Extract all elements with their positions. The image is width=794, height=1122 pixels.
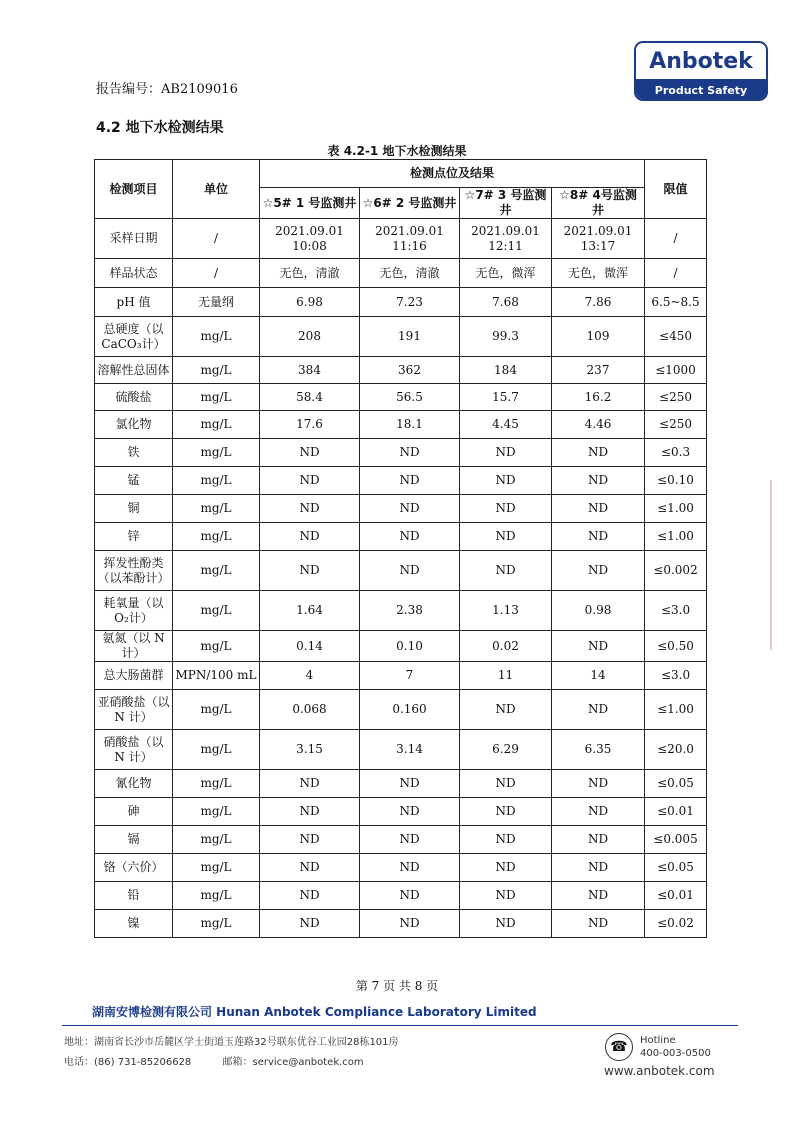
cell-limit: ≤1000 [645,357,707,384]
cell-limit: ≤3.0 [645,591,707,631]
cell-limit: / [645,219,707,259]
cell-point-2: ND [360,551,460,591]
cell-point-2: 0.160 [360,690,460,730]
cell-point-1: ND [260,770,360,798]
cell-point-2: 18.1 [360,411,460,439]
cell-point-4: ND [552,631,645,662]
cell-point-1: 2021.09.01 10:08 [260,219,360,259]
cell-point-1: ND [260,882,360,910]
cell-item: 铁 [95,439,173,467]
cell-point-2: 0.10 [360,631,460,662]
table-row [95,730,707,770]
table-row [95,384,707,411]
table-row [95,591,707,631]
table-row [95,411,707,439]
header-points-group: 检测点位及结果 [260,160,645,188]
cell-limit: ≤250 [645,384,707,411]
header-point-1: ☆5# 1 号监测井 [260,188,360,219]
cell-limit: ≤1.00 [645,523,707,551]
cell-point-1: 384 [260,357,360,384]
cell-point-3: ND [460,690,552,730]
cell-point-3: ND [460,910,552,938]
cell-item: 氰化物 [95,770,173,798]
cell-unit: mg/L [173,798,260,826]
cell-point-4: ND [552,523,645,551]
cell-point-3: ND [460,882,552,910]
cell-limit: ≤20.0 [645,730,707,770]
cell-item: pH 值 [95,288,173,317]
cell-limit: ≤0.01 [645,798,707,826]
table-row [95,357,707,384]
cell-point-3: 184 [460,357,552,384]
cell-limit: ≤0.05 [645,854,707,882]
table-body [95,219,707,938]
cell-point-2: 56.5 [360,384,460,411]
header-item: 检测项目 [95,160,173,219]
cell-limit: ≤0.01 [645,882,707,910]
cell-item: 锌 [95,523,173,551]
cell-point-2: 2.38 [360,591,460,631]
cell-point-3: 无色，微浑 [460,259,552,288]
table-row [95,826,707,854]
cell-limit: ≤0.50 [645,631,707,662]
cell-unit: mg/L [173,467,260,495]
cell-point-4: ND [552,770,645,798]
cell-limit: 6.5~8.5 [645,288,707,317]
cell-item: 锰 [95,467,173,495]
cell-limit: ≤0.05 [645,770,707,798]
cell-point-2: ND [360,495,460,523]
cell-point-1: 58.4 [260,384,360,411]
table-row [95,467,707,495]
cell-point-4: ND [552,690,645,730]
footer-divider [62,1025,738,1026]
cell-item: 总大肠菌群 [95,662,173,690]
cell-point-4: 4.46 [552,411,645,439]
cell-unit: mg/L [173,591,260,631]
cell-unit: mg/L [173,317,260,357]
cell-item: 镍 [95,910,173,938]
cell-point-4: ND [552,882,645,910]
table-row [95,631,707,662]
cell-point-2: ND [360,439,460,467]
cell-point-1: ND [260,439,360,467]
table-row [95,288,707,317]
logo-tagline: Product Safety [636,79,766,101]
cell-point-1: ND [260,910,360,938]
cell-limit: ≤0.005 [645,826,707,854]
cell-unit: mg/L [173,882,260,910]
cell-item: 耗氧量（以 O₂计） [95,591,173,631]
cell-point-3: ND [460,495,552,523]
table-row [95,551,707,591]
cell-unit: mg/L [173,770,260,798]
cell-item: 氯化物 [95,411,173,439]
cell-item: 硫酸盐 [95,384,173,411]
cell-point-3: ND [460,770,552,798]
table-row [95,662,707,690]
cell-limit: / [645,259,707,288]
cell-point-2: ND [360,523,460,551]
cell-point-4: 7.86 [552,288,645,317]
cell-point-1: ND [260,467,360,495]
cell-limit: ≤1.00 [645,690,707,730]
cell-point-4: ND [552,551,645,591]
cell-limit: ≤0.3 [645,439,707,467]
table-row [95,910,707,938]
cell-point-3: 99.3 [460,317,552,357]
cell-unit: MPN/100 mL [173,662,260,690]
phone-number: 电话：(86) 731-85206628 [64,1057,192,1068]
cell-point-1: ND [260,826,360,854]
email-address: 邮箱：service@anbotek.com [222,1057,364,1068]
cell-point-1: 4 [260,662,360,690]
cell-point-1: 0.14 [260,631,360,662]
cell-point-3: 4.45 [460,411,552,439]
cell-point-4: 6.35 [552,730,645,770]
header-point-3: ☆7# 3 号监测井 [460,188,552,219]
cell-unit: / [173,259,260,288]
cell-limit: ≤1.00 [645,495,707,523]
cell-point-3: 15.7 [460,384,552,411]
cell-item: 采样日期 [95,219,173,259]
cell-point-2: ND [360,467,460,495]
cell-point-1: 208 [260,317,360,357]
table-caption: 表 4.2-1 地下水检测结果 [327,144,467,158]
cell-unit: mg/L [173,551,260,591]
cell-point-3: ND [460,439,552,467]
company-name: 湖南安博检测有限公司 Hunan Anbotek Compliance Laboratory Limited [92,1005,537,1019]
cell-point-4: ND [552,467,645,495]
cell-point-4: ND [552,495,645,523]
cell-point-4: ND [552,854,645,882]
cell-unit: mg/L [173,730,260,770]
cell-unit: mg/L [173,357,260,384]
cell-unit: mg/L [173,439,260,467]
cell-point-3: ND [460,854,552,882]
cell-point-2: 191 [360,317,460,357]
groundwater-results-table [94,159,707,938]
cell-point-4: 14 [552,662,645,690]
header-point-4: ☆8# 4号监测井 [552,188,645,219]
seal-mark [770,480,794,650]
cell-point-2: ND [360,770,460,798]
header-point-2: ☆6# 2 号监测井 [360,188,460,219]
cell-point-4: ND [552,439,645,467]
cell-point-2: ND [360,826,460,854]
cell-point-1: 3.15 [260,730,360,770]
cell-unit: mg/L [173,826,260,854]
cell-limit: ≤3.0 [645,662,707,690]
cell-unit: 无量纲 [173,288,260,317]
cell-point-2: ND [360,882,460,910]
cell-unit: mg/L [173,495,260,523]
cell-point-4: 0.98 [552,591,645,631]
cell-point-3: 2021.09.01 12:11 [460,219,552,259]
cell-point-4: 2021.09.01 13:17 [552,219,645,259]
cell-point-2: ND [360,798,460,826]
cell-unit: mg/L [173,854,260,882]
cell-point-1: ND [260,854,360,882]
hotline-block [640,1034,711,1060]
cell-limit: ≤250 [645,411,707,439]
cell-point-1: 17.6 [260,411,360,439]
cell-point-1: ND [260,551,360,591]
table-row [95,854,707,882]
cell-point-1: 无色，清澈 [260,259,360,288]
cell-item: 氨氮（以 N 计） [95,631,173,662]
cell-item: 总硬度（以CaCO₃计） [95,317,173,357]
cell-item: 挥发性酚类（以苯酚计） [95,551,173,591]
cell-point-3: ND [460,467,552,495]
table-row [95,317,707,357]
cell-unit: mg/L [173,631,260,662]
cell-point-3: 7.68 [460,288,552,317]
table-row [95,690,707,730]
cell-point-3: 0.02 [460,631,552,662]
cell-point-4: 237 [552,357,645,384]
cell-point-2: ND [360,854,460,882]
cell-point-2: 7.23 [360,288,460,317]
cell-point-3: 6.29 [460,730,552,770]
cell-unit: mg/L [173,910,260,938]
cell-item: 溶解性总固体 [95,357,173,384]
table-row [95,439,707,467]
cell-point-1: ND [260,495,360,523]
contact-line [64,1053,392,1068]
cell-point-1: 0.068 [260,690,360,730]
cell-point-2: 无色，清澈 [360,259,460,288]
cell-item: 铬（六价） [95,854,173,882]
header-unit: 单位 [173,160,260,219]
header-limit: 限值 [645,160,707,219]
cell-point-2: 2021.09.01 11:16 [360,219,460,259]
report-number: 报告编号：AB2109016 [96,82,238,97]
logo-name: Anbotek [649,48,753,74]
cell-point-2: 7 [360,662,460,690]
cell-unit: mg/L [173,690,260,730]
cell-point-3: 1.13 [460,591,552,631]
cell-unit: mg/L [173,384,260,411]
cell-point-4: ND [552,910,645,938]
cell-point-4: 109 [552,317,645,357]
cell-point-4: 16.2 [552,384,645,411]
table-row [95,219,707,259]
company-logo [634,41,768,101]
cell-point-2: 362 [360,357,460,384]
cell-unit: / [173,219,260,259]
table-row [95,798,707,826]
website-link[interactable]: www.anbotek.com [604,1064,715,1078]
cell-point-4: ND [552,798,645,826]
section-title: 4.2 地下水检测结果 [96,120,224,136]
cell-point-4: 无色，微浑 [552,259,645,288]
cell-limit: ≤0.002 [645,551,707,591]
cell-item: 样品状态 [95,259,173,288]
table-row [95,523,707,551]
cell-point-3: ND [460,551,552,591]
cell-unit: mg/L [173,411,260,439]
hotline-number: 400-003-0500 [640,1048,711,1059]
table-row [95,882,707,910]
cell-point-2: 3.14 [360,730,460,770]
cell-item: 砷 [95,798,173,826]
cell-point-2: ND [360,910,460,938]
cell-point-4: ND [552,826,645,854]
cell-item: 铜 [95,495,173,523]
cell-point-3: 11 [460,662,552,690]
cell-item: 硝酸盐（以 N 计） [95,730,173,770]
cell-item: 铅 [95,882,173,910]
cell-limit: ≤0.10 [645,467,707,495]
cell-limit: ≤450 [645,317,707,357]
cell-point-3: ND [460,826,552,854]
cell-point-1: ND [260,798,360,826]
cell-unit: mg/L [173,523,260,551]
cell-point-3: ND [460,523,552,551]
company-address: 地址：湖南省长沙市岳麓区学士街道玉莲路32号联东优谷工业园28栋101房 [64,1037,399,1048]
cell-point-1: 6.98 [260,288,360,317]
page-number: 第 7 页 共 8 页 [355,979,439,993]
table-row [95,495,707,523]
cell-item: 亚硝酸盐（以 N 计） [95,690,173,730]
phone-icon: ☎ [605,1033,633,1061]
table-row [95,259,707,288]
cell-point-1: ND [260,523,360,551]
cell-limit: ≤0.02 [645,910,707,938]
cell-point-1: 1.64 [260,591,360,631]
cell-point-3: ND [460,798,552,826]
hotline-label: Hotline [640,1035,676,1046]
cell-item: 镉 [95,826,173,854]
table-row [95,770,707,798]
